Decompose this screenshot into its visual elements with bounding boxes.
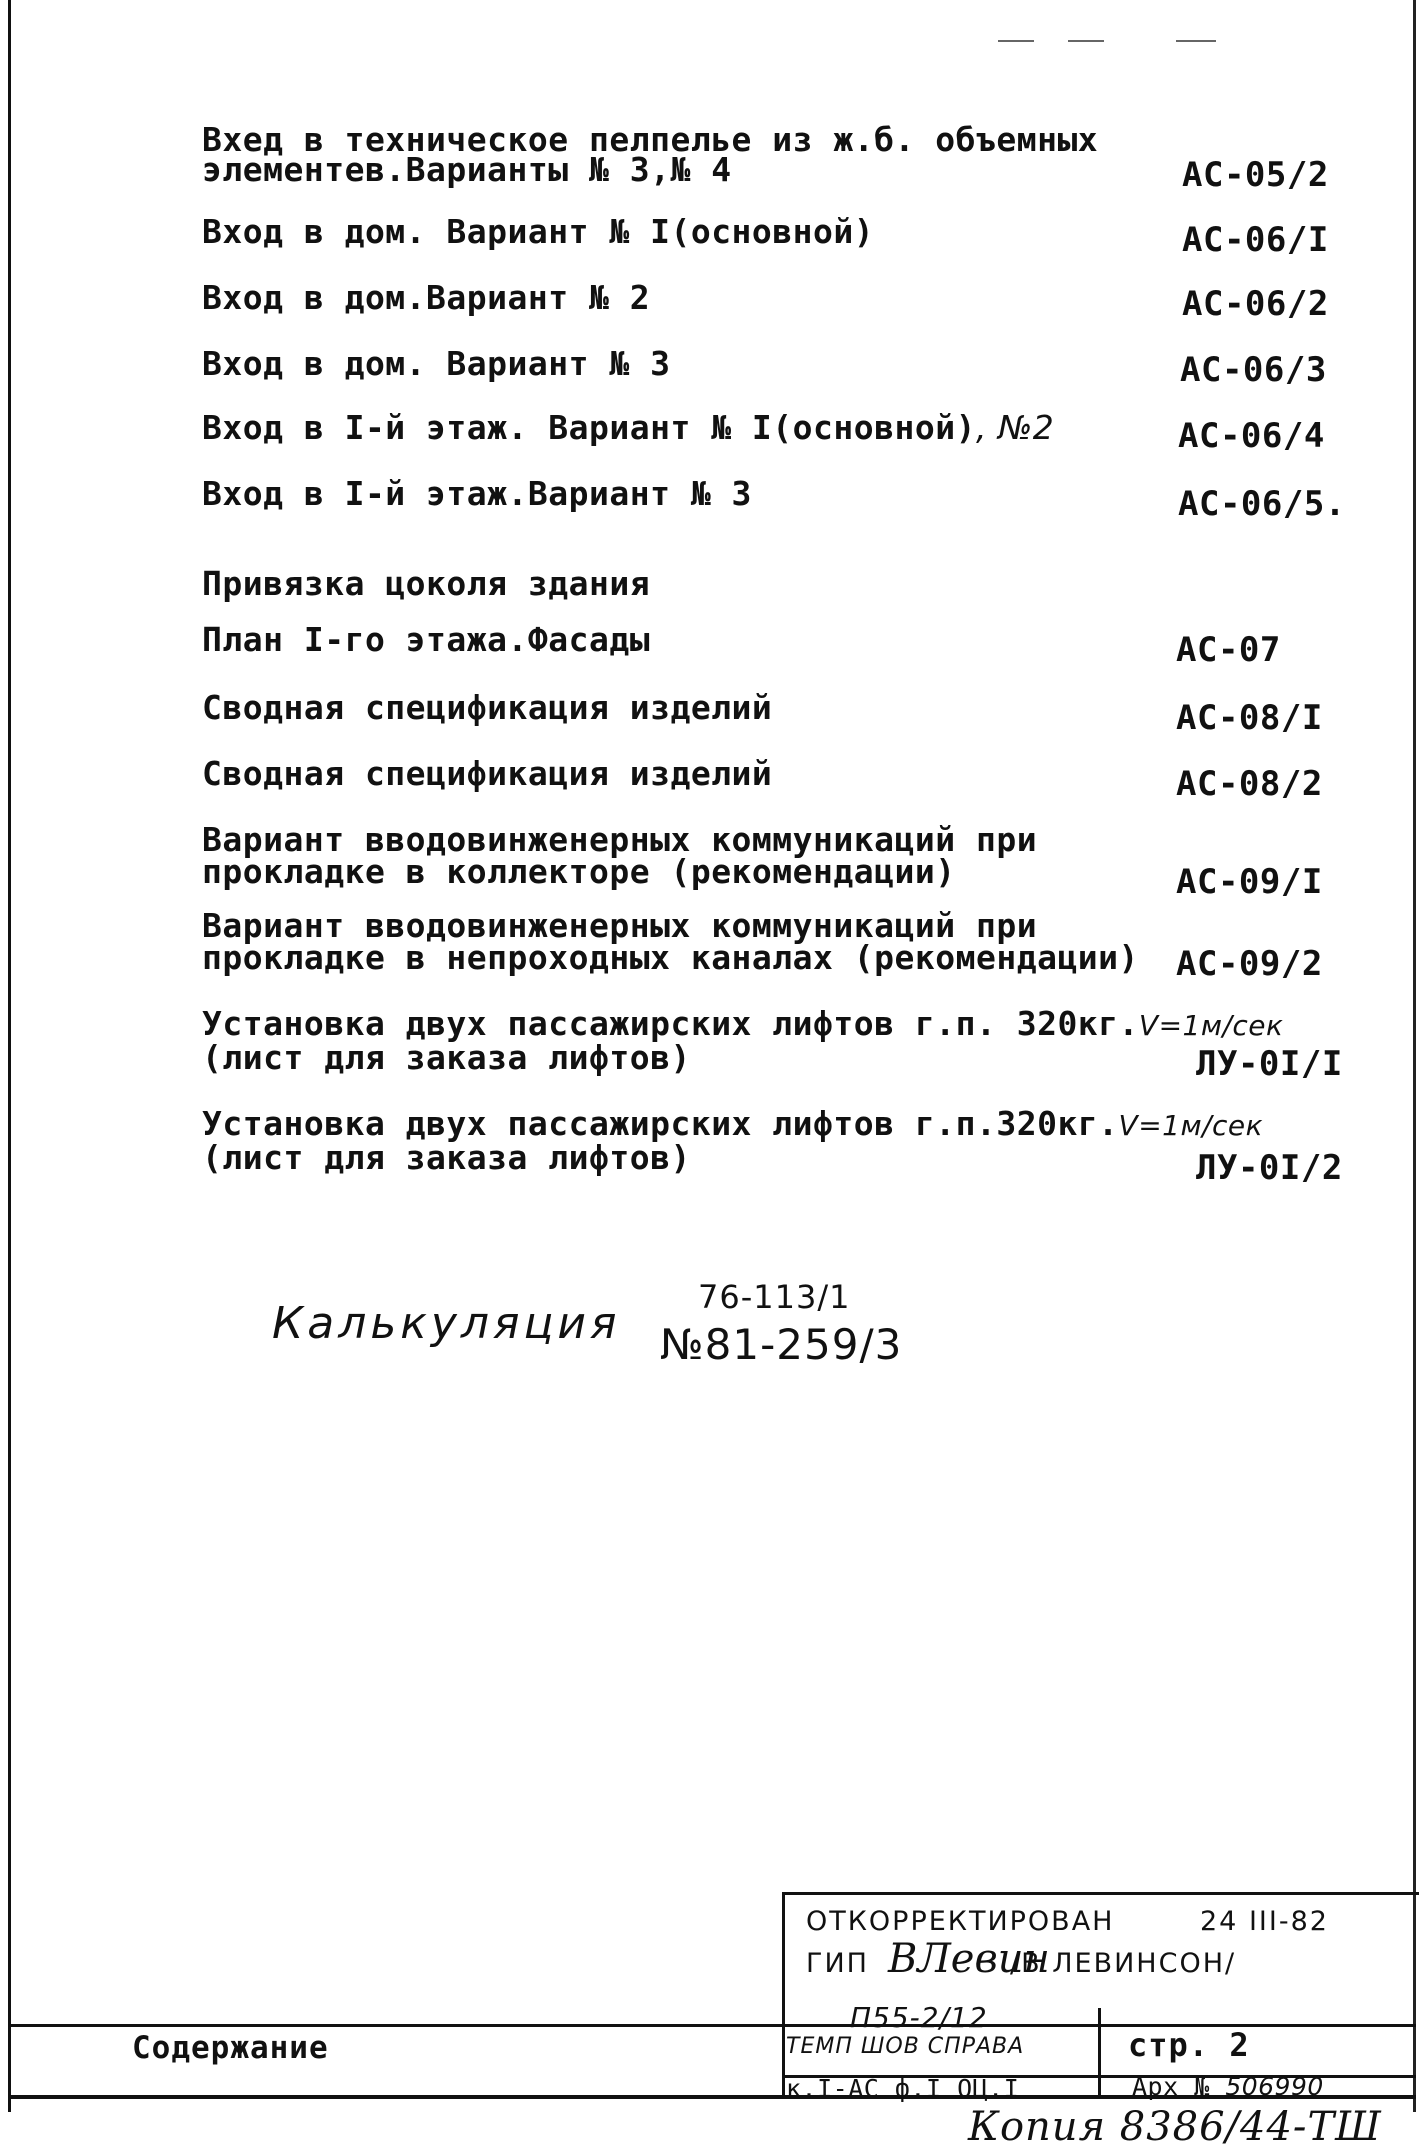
entry-title-cont: прокладке в непроходных каналах (рекомендации) [202, 938, 1139, 977]
entry-code: ЛУ-0I/2 [1196, 1148, 1343, 1188]
calculation-number-top: 76-113/1 [698, 1278, 851, 1316]
frame-right-border [1413, 0, 1416, 2112]
top-tick [1068, 40, 1104, 42]
entry-title: План I-го этажа.Фасады [202, 620, 651, 659]
entry-code: АС-06/3 [1180, 350, 1327, 390]
entry-title-text: Вход в I-й этаж. Вариант № I(основной) [202, 408, 976, 447]
entry-title: Вход в дом. Вариант № 3 [202, 344, 671, 383]
entry-title: Вход в дом. Вариант № I(основной) [202, 212, 875, 251]
entry-code: АС-09/I [1176, 862, 1323, 902]
entry-title-cont: (лист для заказа лифтов) [202, 1138, 691, 1177]
page-label: стр. 2 [1128, 2026, 1250, 2064]
title-block-divider [782, 2024, 785, 2099]
frame-left-border [8, 0, 11, 2112]
archive-label: Арх № [1132, 2072, 1210, 2101]
handwritten-addition: , №2 [975, 408, 1055, 447]
entry-title-cont: прокладке в коллекторе (рекомендации) [202, 852, 956, 891]
stamp-date: 24 III-82 [1200, 1906, 1329, 1937]
title-block-divider [1098, 2008, 1101, 2099]
stamp-name: /В ЛЕВИНСОН/ [1010, 1948, 1237, 1979]
entry-title-cont: (лист для заказа лифтов) [202, 1038, 691, 1077]
entry-title: Вариант вводовинженерных коммуникаций при [202, 820, 1038, 859]
handwritten-speed: V=1м/сек [1138, 1009, 1284, 1042]
entry-title: Вход в дом.Вариант № 2 [202, 278, 651, 317]
calculation-label: Калькуляция [272, 1298, 621, 1349]
stamp-gip: ГИП [806, 1948, 869, 1979]
entry-code: АС-08/2 [1176, 764, 1323, 804]
archive-field [1132, 2072, 1324, 2101]
entry-code: АС-06/5. [1178, 484, 1346, 524]
copy-note: Копия 8386/44-ТШ [968, 2104, 1382, 2150]
entry-title: Сводная спецификация изделий [202, 754, 773, 793]
document-note: ТЕМП ШОВ СПРАВА [786, 2034, 1025, 2059]
entry-title-text: Установка двух пассажирских лифтов г.п. 320кг. [202, 1004, 1139, 1043]
stamp-corrected: ОТКОРРЕКТИРОВАН [806, 1906, 1115, 1937]
entry-title: Сводная спецификация изделий [202, 688, 773, 727]
archive-number: 506990 [1225, 2072, 1324, 2101]
document-code: П55-2/12 [850, 2001, 988, 2034]
entry-title: Вхед в техническое пелпелье из ж.б. объемных [202, 120, 1099, 159]
entry-title: Привязка цоколя здания [202, 564, 651, 603]
content-label: Содержание [132, 2030, 329, 2066]
signature: ВЛевин [888, 1936, 1050, 1982]
entry-title-cont: элементев.Варианты № 3,№ 4 [202, 150, 732, 189]
entry-code: АС-08/I [1176, 698, 1323, 738]
entry-code: АС-07 [1176, 630, 1281, 670]
entry-code: АС-06/I [1182, 220, 1329, 260]
top-tick [998, 40, 1034, 42]
series-code: к.I-АС ф.I ОЦ.I [786, 2074, 1020, 2103]
entry-code: АС-05/2 [1182, 155, 1329, 195]
entry-code: АС-06/4 [1178, 416, 1325, 456]
entry-code: АС-09/2 [1176, 944, 1323, 984]
calculation-number: №81-259/3 [660, 1320, 903, 1369]
handwritten-speed: V=1м/сек [1118, 1109, 1264, 1142]
entry-code: ЛУ-0I/I [1196, 1044, 1343, 1084]
entry-title: Вход в I-й этаж.Вариант № 3 [202, 474, 752, 513]
top-tick [1176, 40, 1216, 42]
entry-code: АС-06/2 [1182, 284, 1329, 324]
entry-title: Вариант вводовинженерных коммуникаций при [202, 906, 1038, 945]
entry-title [202, 410, 1302, 446]
entry-title-text: Установка двух пассажирских лифтов г.п.320кг. [202, 1104, 1119, 1143]
